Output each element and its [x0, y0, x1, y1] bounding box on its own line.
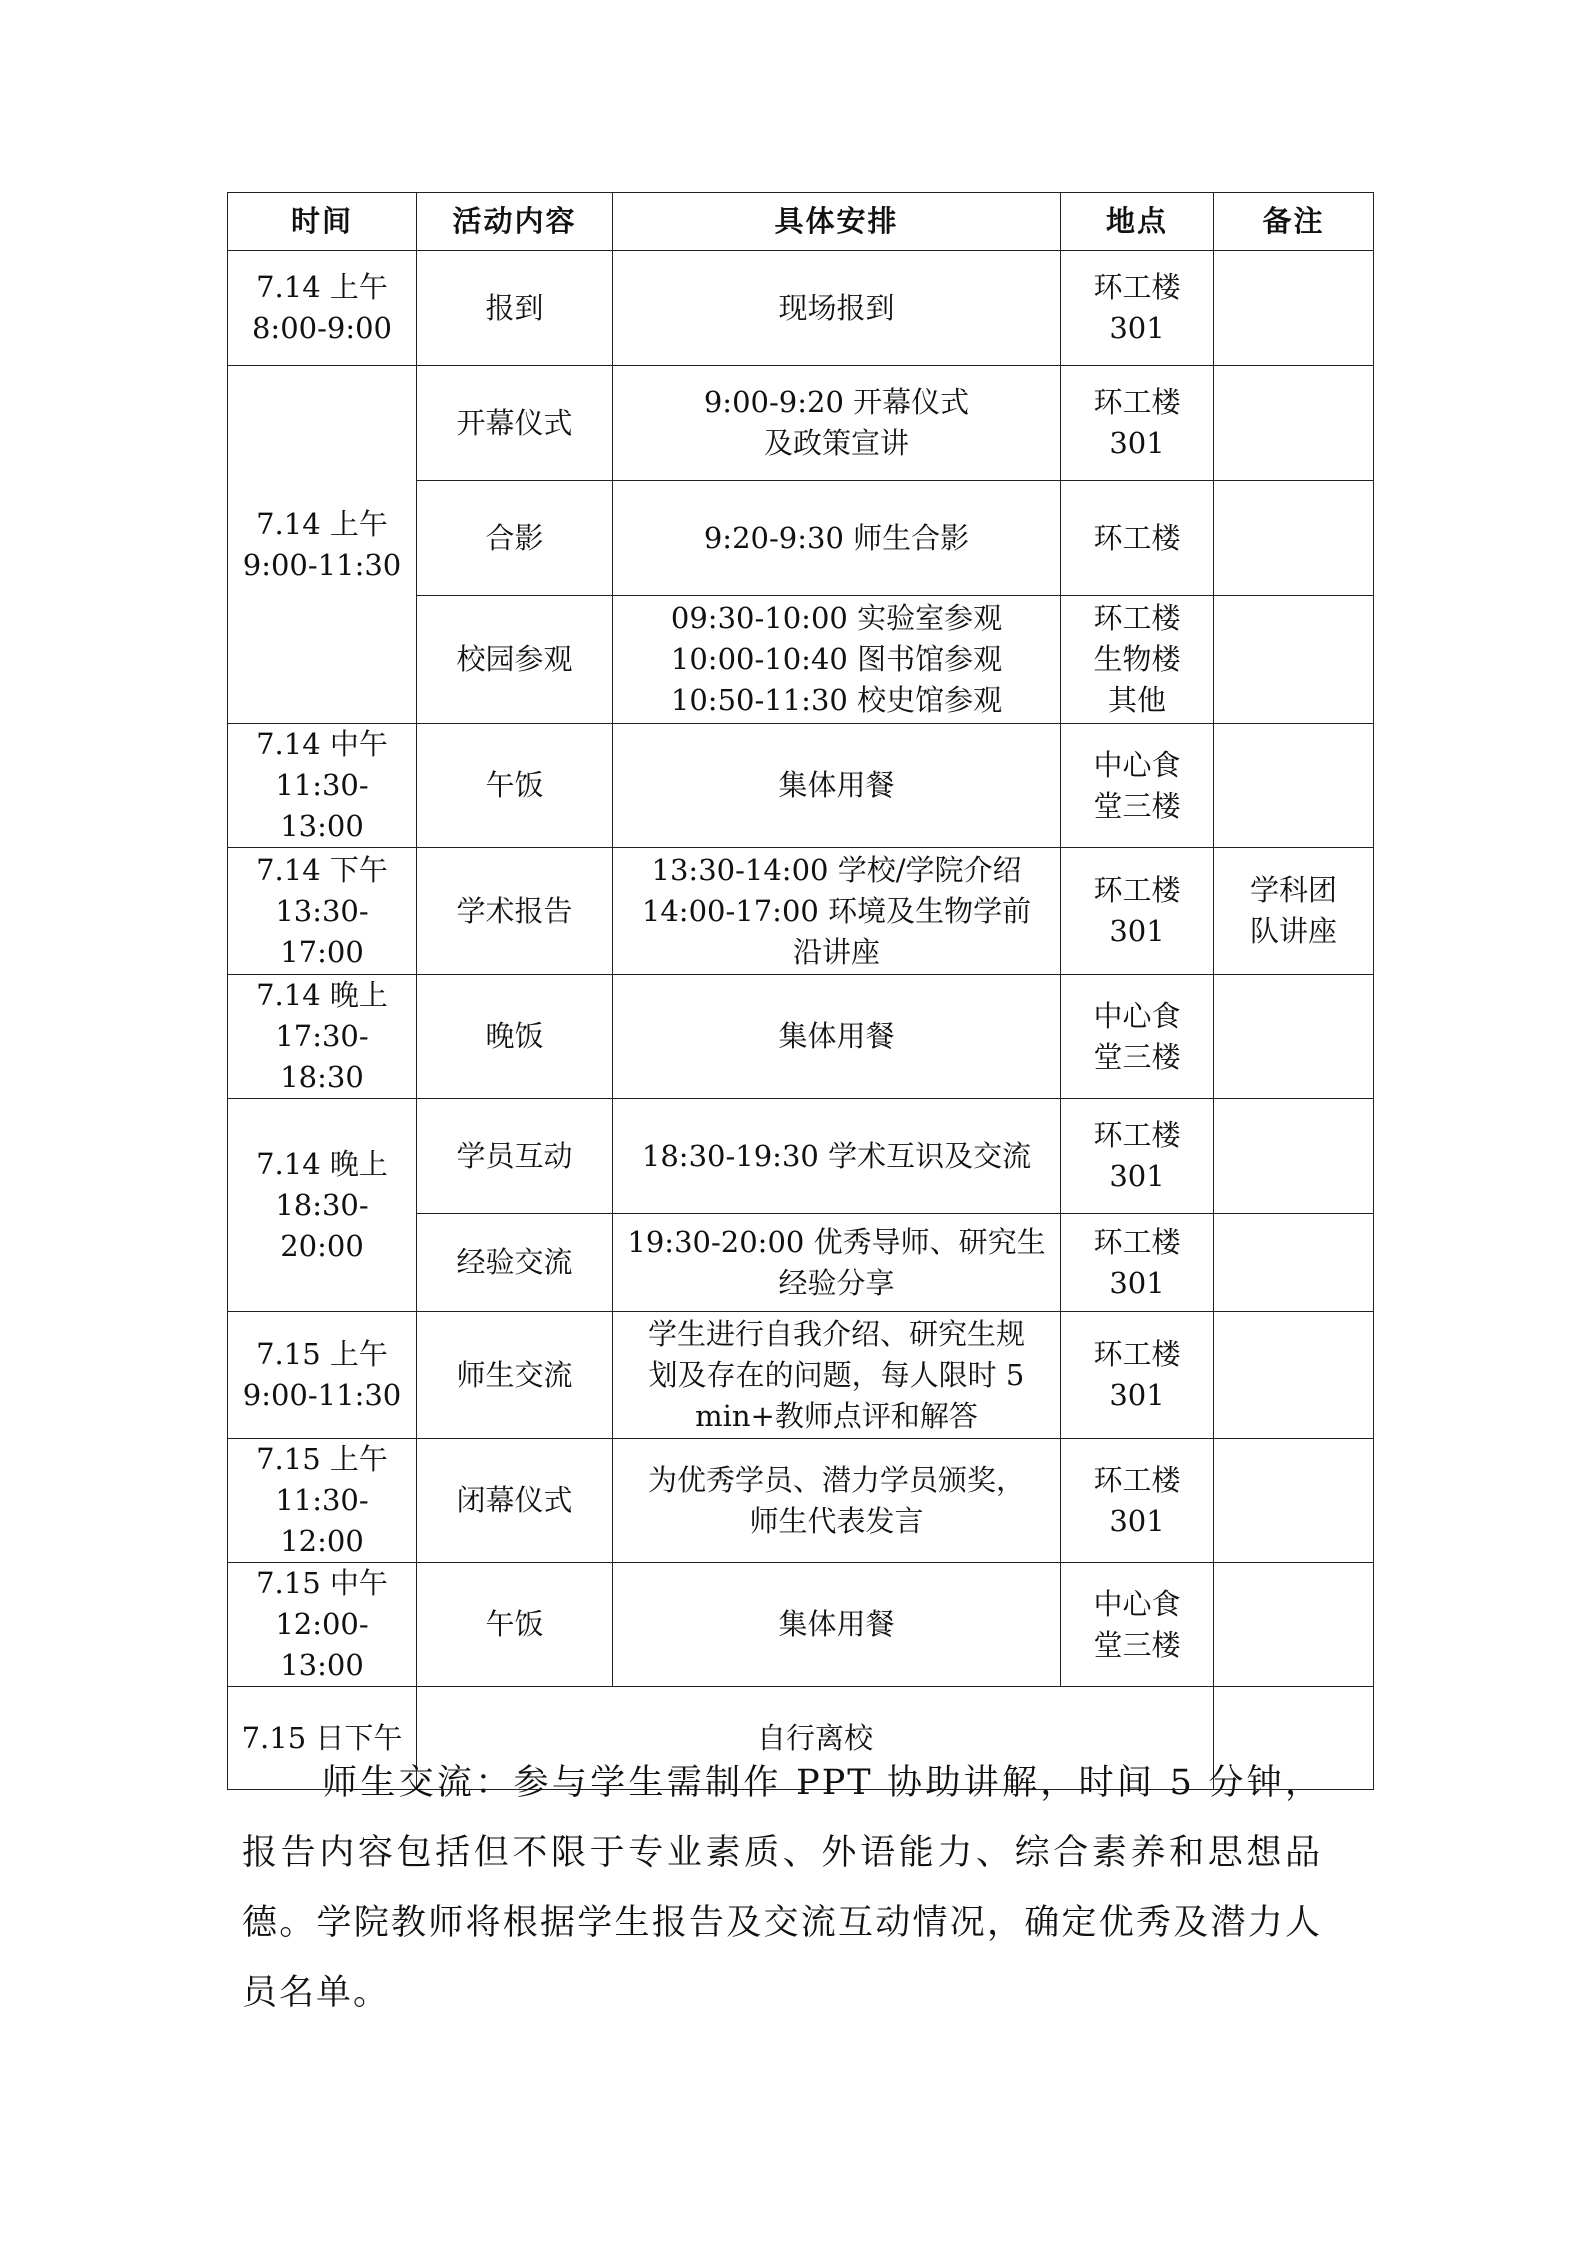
- place-cell: 环工楼 301: [1061, 366, 1214, 481]
- activity-cell: 师生交流: [417, 1312, 613, 1439]
- activity-cell: 午饭: [417, 1563, 613, 1687]
- note-cell: [1214, 596, 1374, 724]
- header-row: [228, 193, 1374, 251]
- note-cell: [1214, 1563, 1374, 1687]
- detail-cell: 9:00-9:20 开幕仪式 及政策宣讲: [613, 366, 1061, 481]
- activity-cell: 开幕仪式: [417, 366, 613, 481]
- activity-cell: 经验交流: [417, 1214, 613, 1312]
- time-cell: 7.14 晚上 18:30-20:00: [228, 1099, 417, 1312]
- note-cell: [1214, 1312, 1374, 1439]
- activity-cell: 自行离校: [417, 1687, 1214, 1790]
- note-cell: [1214, 1214, 1374, 1312]
- explanation-paragraph: 师生交流：参与学生需制作 PPT 协助讲解，时间 5 分钟，报告内容包括但不限于专业素质、外语能力、综合素养和思想品德。学院教师将根据学生报告及交流互动情况，确定优秀及潜力人员名单。: [242, 1763, 1322, 2013]
- time-cell: 7.15 上午 9:00-11:30: [228, 1312, 417, 1439]
- detail-cell: 13:30-14:00 学校/学院介绍 14:00-17:00 环境及生物学前 沿讲座: [613, 848, 1061, 975]
- note-cell: [1214, 251, 1374, 366]
- time-cell: 7.14 中午 11:30-13:00: [228, 724, 417, 848]
- detail-cell: 现场报到: [613, 251, 1061, 366]
- time-cell: 7.14 上午 8:00-9:00: [228, 251, 417, 366]
- activity-cell: 学术报告: [417, 848, 613, 975]
- table-row: [228, 1312, 1374, 1439]
- activity-cell: 合影: [417, 481, 613, 596]
- schedule-table: [227, 192, 1374, 1790]
- table-row: [228, 724, 1374, 848]
- time-cell: 7.14 晚上 17:30-18:30: [228, 975, 417, 1099]
- time-cell: 7.15 中午 12:00-13:00: [228, 1563, 417, 1687]
- time-cell: 7.15 上午 11:30-12:00: [228, 1439, 417, 1563]
- table-row: [228, 1099, 1374, 1214]
- table-row: [228, 848, 1374, 975]
- place-cell: 中心食 堂三楼: [1061, 724, 1214, 848]
- detail-cell: 学生进行自我介绍、研究生规 划及存在的问题，每人限时 5 min+教师点评和解答: [613, 1312, 1061, 1439]
- activity-cell: 午饭: [417, 724, 613, 848]
- place-cell: 环工楼 301: [1061, 1099, 1214, 1214]
- detail-cell: 为优秀学员、潜力学员颁奖， 师生代表发言: [613, 1439, 1061, 1563]
- place-cell: 环工楼: [1061, 481, 1214, 596]
- activity-cell: 学员互动: [417, 1099, 613, 1214]
- activity-cell: 校园参观: [417, 596, 613, 724]
- table-row: [228, 366, 1374, 481]
- note-cell: [1214, 1099, 1374, 1214]
- header-place: 地点: [1061, 193, 1214, 251]
- place-cell: 环工楼 301: [1061, 1214, 1214, 1312]
- detail-cell: 集体用餐: [613, 975, 1061, 1099]
- place-cell: 环工楼 301: [1061, 848, 1214, 975]
- header-activity: 活动内容: [417, 193, 613, 251]
- table-row: [228, 1563, 1374, 1687]
- note-cell: [1214, 481, 1374, 596]
- place-cell: 中心食 堂三楼: [1061, 975, 1214, 1099]
- activity-cell: 报到: [417, 251, 613, 366]
- header-note: 备注: [1214, 193, 1374, 251]
- header-detail: 具体安排: [613, 193, 1061, 251]
- detail-cell: 19:30-20:00 优秀导师、研究生 经验分享: [613, 1214, 1061, 1312]
- detail-cell: 9:20-9:30 师生合影: [613, 481, 1061, 596]
- detail-cell: 09:30-10:00 实验室参观 10:00-10:40 图书馆参观 10:50-11:30 校史馆参观: [613, 596, 1061, 724]
- note-cell: [1214, 1439, 1374, 1563]
- activity-cell: 闭幕仪式: [417, 1439, 613, 1563]
- table-row: [228, 1439, 1374, 1563]
- detail-cell: 集体用餐: [613, 724, 1061, 848]
- time-cell: 7.14 下午 13:30-17:00: [228, 848, 417, 975]
- time-cell: 7.15 日下午: [228, 1687, 417, 1790]
- header-time: 时间: [228, 193, 417, 251]
- table-row: [228, 251, 1374, 366]
- place-cell: 环工楼 301: [1061, 1439, 1214, 1563]
- note-cell: 学科团 队讲座: [1214, 848, 1374, 975]
- note-cell: [1214, 366, 1374, 481]
- time-cell: 7.14 上午 9:00-11:30: [228, 366, 417, 724]
- detail-cell: 18:30-19:30 学术互识及交流: [613, 1099, 1061, 1214]
- place-cell: 环工楼 301: [1061, 251, 1214, 366]
- activity-cell: 晚饭: [417, 975, 613, 1099]
- note-cell: [1214, 975, 1374, 1099]
- note-cell: [1214, 724, 1374, 848]
- detail-cell: 集体用餐: [613, 1563, 1061, 1687]
- place-cell: 中心食 堂三楼: [1061, 1563, 1214, 1687]
- place-cell: 环工楼 301: [1061, 1312, 1214, 1439]
- place-cell: 环工楼 生物楼 其他: [1061, 596, 1214, 724]
- table-row: [228, 975, 1374, 1099]
